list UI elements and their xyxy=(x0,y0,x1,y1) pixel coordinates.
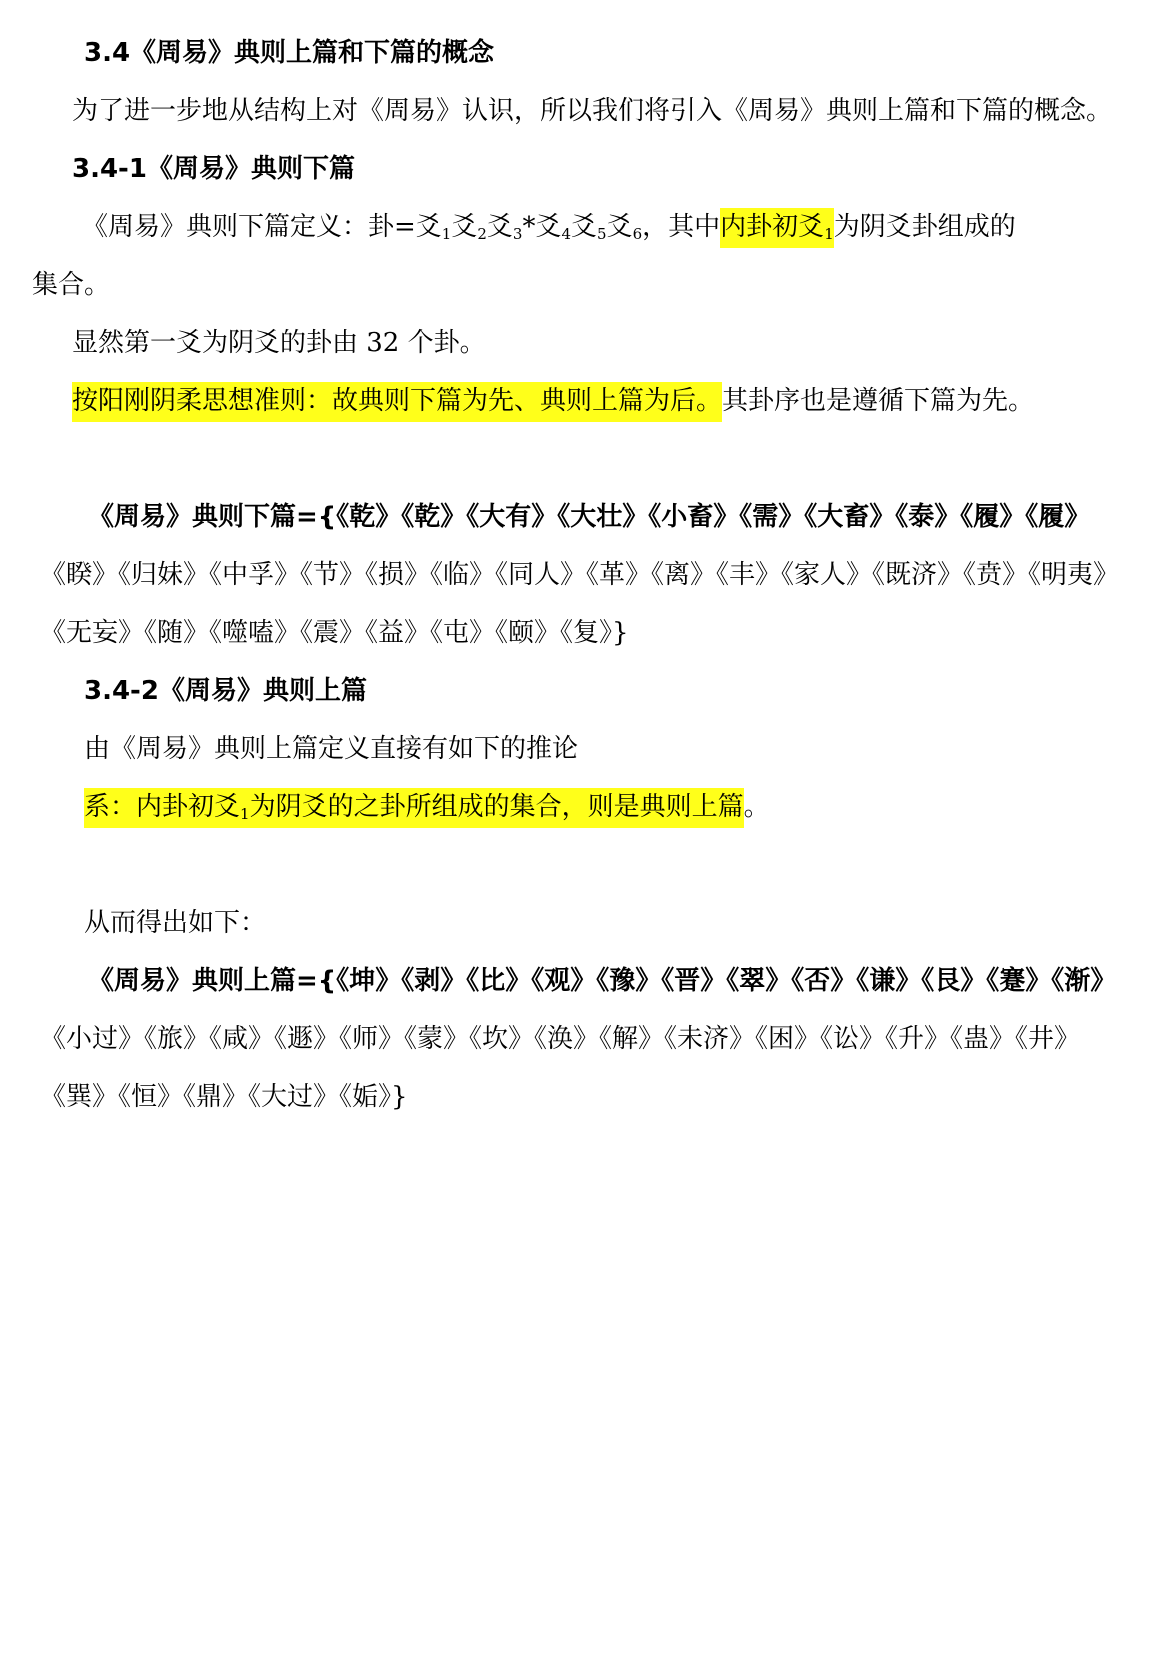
lower-canon-list-line-2: 《睽》《归妹》《中孚》《节》《损》《临》《同人》《革》《离》《丰》《家人》《既济》《贲》《明夷》 xyxy=(40,560,1120,590)
upper-canon-list-line-2: 《小过》《旅》《咸》《遯》《师》《蒙》《坎》《涣》《解》《未济》《困》《讼》《升》《蛊》《井》 xyxy=(40,1024,1081,1054)
highlighted-rule: 按阳刚阴柔思想准则：故典则下篇为先、典则上篇为后。 xyxy=(72,382,722,422)
lower-canon-list-line-3: 《无妄》《随》《噬嗑》《震》《益》《屯》《颐》《复》} xyxy=(40,618,629,648)
yao-glyph: 爻 xyxy=(571,212,598,242)
definition-text-b: 为阴爻卦组成的 xyxy=(833,212,1016,242)
corollary-text-b: 为阴爻的之卦所组成的集合，则是典则上篇 xyxy=(249,792,744,822)
subscript: 1 xyxy=(240,805,250,823)
upper-canon-list-line-1: 《周易》典则上篇={《坤》《剥》《比》《观》《豫》《晋》《翠》《否》《谦》《艮》《蹇》《渐》 xyxy=(88,966,1117,996)
lower-canon-list-line-1: 《周易》典则下篇={《乾》《乾》《大有》《大壮》《小畜》《需》《大畜》《泰》《履》《履》 xyxy=(88,502,1091,532)
section-3-4-1-title: 3.4-1《周易》典则下篇 xyxy=(72,154,355,184)
yao-glyph: 爻 xyxy=(606,212,633,242)
rule-line xyxy=(72,384,1034,418)
yao-glyph: 爻 xyxy=(486,212,513,242)
section-3-4-title: 3.4《周易》典则上篇和下篇的概念 xyxy=(84,38,495,68)
section-3-4-intro: 为了进一步地从结构上对《周易》认识，所以我们将引入《周易》典则上篇和下篇的概念。 xyxy=(72,96,1113,126)
subscript: 3 xyxy=(512,225,523,243)
yao-glyph: 爻 xyxy=(451,212,478,242)
subscript: 5 xyxy=(597,225,607,243)
highlighted-inner-trigram xyxy=(720,208,834,248)
corollary-end: 。 xyxy=(743,792,770,822)
subscript: 4 xyxy=(561,225,572,243)
definition-comma: ，其中 xyxy=(642,212,721,242)
definition-continuation: 集合。 xyxy=(32,270,111,300)
subscript: 1 xyxy=(824,225,834,243)
definition-line xyxy=(82,210,1016,244)
subscript: 6 xyxy=(632,225,643,243)
rule-rest: 其卦序也是遵循下篇为先。 xyxy=(722,386,1035,416)
highlighted-text: 内卦初爻 xyxy=(720,212,825,242)
inference-line: 由《周易》典则上篇定义直接有如下的推论 xyxy=(84,734,579,764)
obvious-statement: 显然第一爻为阴爻的卦由 32 个卦。 xyxy=(72,328,486,358)
definition-text-a: 《周易》典则下篇定义：卦=爻 xyxy=(82,212,442,242)
corollary-line xyxy=(84,790,770,824)
subscript: 1 xyxy=(441,225,452,243)
corollary-text-a: 系：内卦初爻 xyxy=(84,792,241,822)
highlighted-corollary xyxy=(84,788,744,828)
thus-line: 从而得出如下： xyxy=(84,908,267,938)
subscript: 2 xyxy=(477,225,487,243)
star-yao: *爻 xyxy=(522,212,562,242)
section-3-4-2-title: 3.4-2《周易》典则上篇 xyxy=(84,676,367,706)
upper-canon-list-line-3: 《巽》《恒》《鼎》《大过》《姤》} xyxy=(40,1082,408,1112)
